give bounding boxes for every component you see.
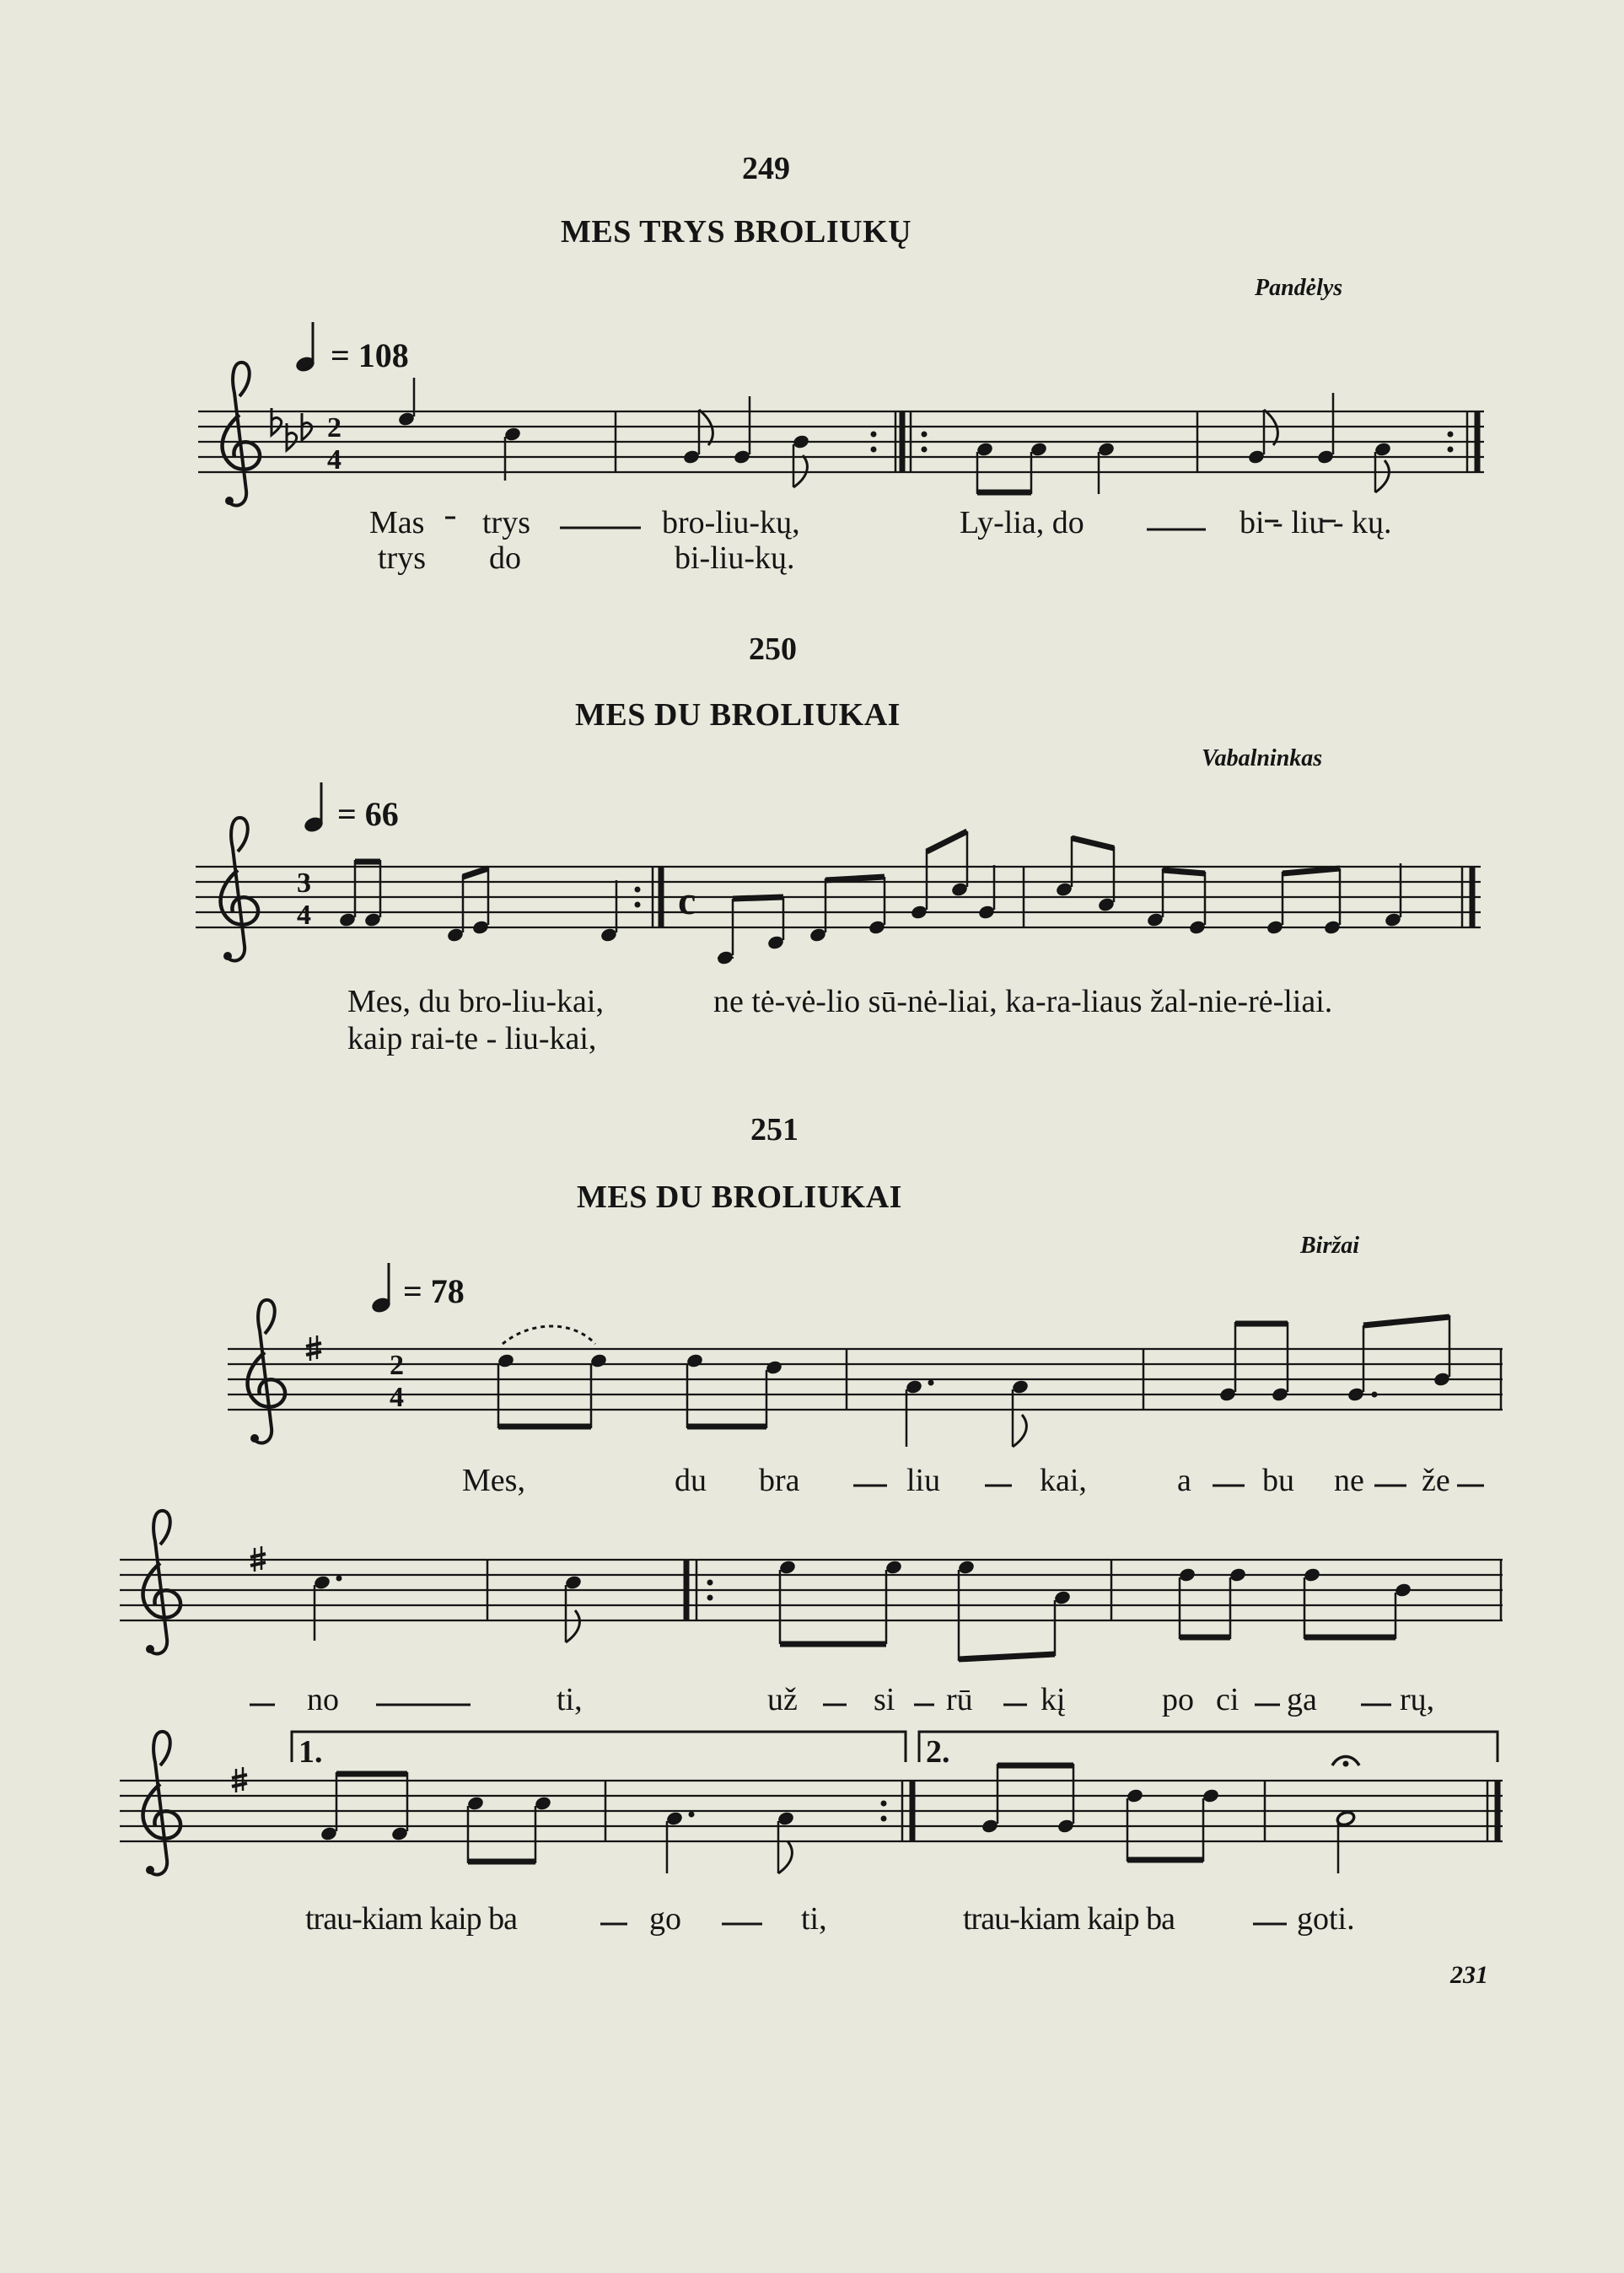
lyric-251-5: kai,: [1040, 1463, 1087, 1498]
svg-text:c: c: [678, 879, 696, 923]
volta-1-label: 1.: [298, 1734, 323, 1770]
tempo-note-icon: [370, 1263, 392, 1314]
page-number: 231: [1450, 1961, 1488, 1989]
svg-text:2: 2: [390, 1350, 404, 1381]
lyric-249-4: Ly-lia, do: [960, 505, 1084, 540]
lyric-251-4: liu: [906, 1463, 941, 1498]
svg-text:2: 2: [327, 412, 341, 443]
song-place-251: Biržai: [1300, 1233, 1360, 1259]
lyric-249-6: trys: [378, 540, 426, 576]
lyric-251-11: ti,: [557, 1682, 583, 1717]
svg-text:4: 4: [327, 444, 341, 476]
staff-251-line-3: [120, 1732, 1503, 1875]
lyric-249-3: bro-liu-kų,: [662, 505, 800, 540]
lyric-251-8: ne: [1334, 1463, 1364, 1498]
lyric-251-6: a: [1177, 1463, 1191, 1498]
lyric-251-16: po: [1162, 1682, 1194, 1717]
lyric-251-17: ci: [1216, 1682, 1240, 1717]
lyric-251-3: bra: [759, 1463, 800, 1498]
song-title-251: MES DU BROLIUKAI: [577, 1179, 902, 1215]
lyric-251-15: kį: [1041, 1682, 1066, 1717]
song-place-250: Vabalninkas: [1202, 745, 1323, 771]
song-title-250: MES DU BROLIUKAI: [575, 697, 901, 733]
volta-2-label: 2.: [926, 1734, 950, 1770]
lyric-251-24: goti.: [1297, 1901, 1355, 1937]
song-place-249: Pandėlys: [1255, 275, 1343, 301]
lyric-250-3: kaip rai-te - liu-kai,: [347, 1021, 597, 1056]
song-number-249: 249: [742, 151, 790, 186]
lyric-251-18: ga: [1287, 1682, 1317, 1717]
svg-text:3: 3: [297, 868, 311, 899]
lyric-249-8: bi-liu-kų.: [675, 540, 795, 576]
tempo-249: = 108: [331, 336, 409, 374]
svg-text:4: 4: [297, 900, 311, 931]
lyric-251-19: rų,: [1400, 1682, 1435, 1717]
song-number-250: 250: [749, 631, 797, 667]
staff-250: [196, 818, 1481, 966]
lyric-251-13: si: [874, 1682, 895, 1717]
lyric-251-10: no: [307, 1682, 339, 1717]
lyric-250-1: Mes, du bro-liu-kai,: [347, 984, 604, 1019]
lyric-251-20: trau-kiam kaip ba: [305, 1901, 518, 1937]
lyric-251-12: už: [767, 1682, 798, 1717]
lyric-249-2: trys: [482, 505, 530, 540]
tempo-note-icon: [294, 322, 316, 373]
tempo-250: = 66: [337, 795, 399, 833]
staff-251-line-1: [228, 1300, 1503, 1447]
lyric-251-1: Mes,: [462, 1463, 525, 1498]
lyric-249-1: Mas: [369, 505, 425, 540]
lyric-251-14: rū: [946, 1682, 973, 1717]
lyric-251-9: že: [1422, 1463, 1450, 1498]
lyric-251-2: du: [675, 1463, 707, 1498]
song-number-251: 251: [750, 1112, 799, 1147]
tempo-251: = 78: [403, 1272, 465, 1310]
lyric-249-7: do: [489, 540, 521, 576]
lyric-251-21: go: [649, 1901, 681, 1937]
staff-249: [198, 363, 1484, 506]
lyric-249-5: bi - liu - kų.: [1240, 505, 1392, 540]
lyric-251-22: ti,: [801, 1901, 827, 1937]
lyric-251-23: trau-kiam kaip ba: [963, 1901, 1175, 1937]
song-title-249: MES TRYS BROLIUKŲ: [561, 214, 912, 250]
volta-brackets: [292, 1732, 1498, 1762]
staff-251-line-2: [120, 1511, 1503, 1661]
tempo-note-icon: [303, 782, 325, 834]
lyric-250-2: ne tė-vė-lio sū-nė-liai, ka-ra-liaus žal-nie-rė-liai.: [713, 984, 1333, 1019]
svg-text:4: 4: [390, 1382, 404, 1413]
lyric-251-7: bu: [1262, 1463, 1294, 1498]
